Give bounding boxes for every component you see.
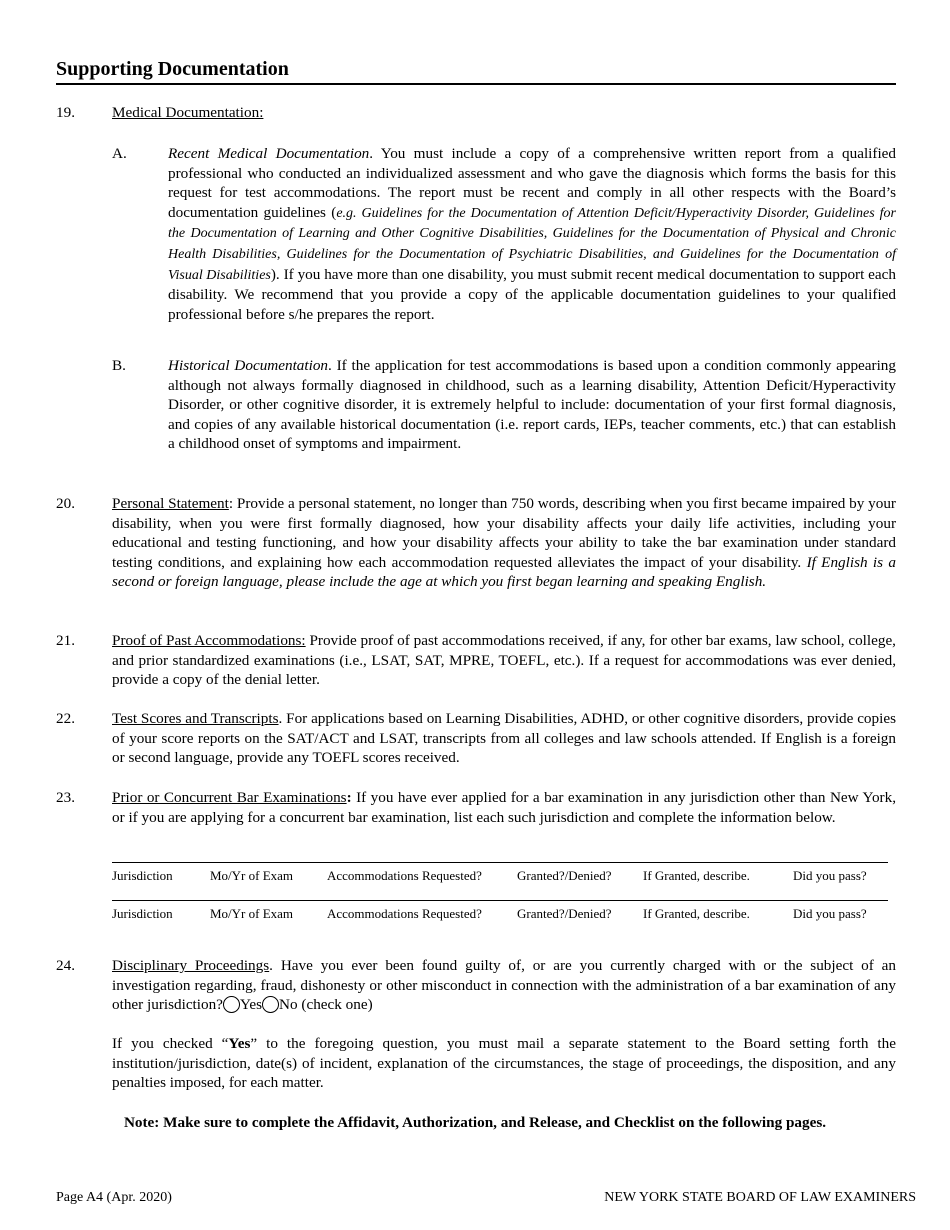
- item-21: [56, 631, 896, 690]
- item-21-text: Proof of Past Accommodations: Provide proof of past accommodations received, if any, for other bar exams, law school, college, and prior standardized examinations (i.e., LSAT, SAT, MPRE, TOEFL, etc.). If a request for accommodations was ever denied, provide a copy of the denial letter.: [112, 632, 896, 689]
- item-22-text: Test Scores and Transcripts. For applications based on Learning Disabilities, ADHD, or other cognitive disorders, provide copies of your score reports on the SAT/ACT and LSAT, transcripts from all colleges and law schools attended. If English is a foreign or second language, provide any TOEFL scores received.: [112, 710, 896, 767]
- col-accommodations-requested[interactable]: Accommodations Requested?: [327, 900, 517, 937]
- sub-letter: A.: [112, 145, 127, 162]
- col-passed[interactable]: Did you pass?: [793, 900, 888, 937]
- item-20: [56, 494, 896, 592]
- col-passed[interactable]: Did you pass?: [793, 863, 888, 901]
- col-exam-date[interactable]: Mo/Yr of Exam: [210, 863, 327, 901]
- item-24-text: Disciplinary Proceedings. Have you ever been found guilty of, or are you currently charged with or the subject of an investigation regarding, fraud, dishonesty or other misconduct in connection with the administration of a bar examination of any other jurisdiction? Yes No (check one): [112, 957, 896, 1014]
- item-20-text: Personal Statement: Provide a personal statement, no longer than 750 words, describing when you first became impaired by your disability, when you were first formally diagnosed, how your disability affects your daily life activities, including your educational and testing functioning, and how your disability affects your ability to take the bar examination under standard testing conditions, and explaining how each accommodation requested alleviates the impact of your disability. If English is a second or foreign language, please include the age at which you first began learning and speaking English.: [112, 495, 896, 591]
- page-number: Page A4 (Apr. 2020): [56, 1190, 172, 1205]
- item-19b: [112, 356, 896, 454]
- item-23-text: Prior or Concurrent Bar Examinations: If you have ever applied for a bar examination in any jurisdiction other than New York, or if you are applying for a concurrent bar examination, list each such jurisdiction and complete the information below.: [112, 789, 896, 826]
- col-granted-denied[interactable]: Granted?/Denied?: [517, 900, 643, 937]
- followup-text: If you checked “Yes” to the foregoing question, you must mail a separate statement to the Board setting forth the institution/jurisdiction, date(s) of incident, explanation of the circumstances, the stage of proceedings, the disposition, and any penalties imposed, for each matter.: [112, 1035, 896, 1092]
- yes-radio[interactable]: [223, 996, 240, 1013]
- yes-label: Yes: [239, 996, 263, 1014]
- table-row: [112, 863, 888, 901]
- no-label: No: [279, 996, 298, 1014]
- item-19a-text: Recent Medical Documentation. You must include a copy of a comprehensive written report from a qualified professional who conducted an individualized assessment and who gave the diagnosis which forms the basis for this request for test accommodations. The report must be recent and comply in all other respects with the Board’s documentation guidelines (e.g. Guidelines for the Documentation of Attention Deficit/Hyperactivity Disorder, Guidelines for the Documentation of Learning and Other Cognitive Disabilities, Guidelines for the Documentation of Physical and Chronic Health Disabilities, Guidelines for the Documentation of Psychiatric Disabilities, and Guidelines for the Documentation of Visual Disabilities). If you have more than one disability, you must submit recent medical documentation to support each disability. We recommend that you provide a copy of the applicable documentation guidelines to your qualified professional before s/he prepares the report.: [168, 145, 896, 323]
- no-radio[interactable]: [262, 996, 279, 1013]
- item-19a: [112, 144, 896, 324]
- section-heading: Supporting Documentation: [56, 56, 896, 85]
- item-22: [56, 709, 896, 768]
- item-number: 23.: [56, 789, 75, 806]
- item-24-followup: [56, 1034, 896, 1093]
- completion-note: Note: Make sure to complete the Affidavit, Authorization, and Release, and Checklist on the following pages.: [123, 1114, 827, 1131]
- table-row: [112, 900, 888, 937]
- col-granted-denied[interactable]: Granted?/Denied?: [517, 863, 643, 901]
- item-number: 21.: [56, 632, 75, 649]
- item-number: 24.: [56, 957, 75, 974]
- col-granted-describe[interactable]: If Granted, describe.: [643, 900, 793, 937]
- col-granted-describe[interactable]: If Granted, describe.: [643, 863, 793, 901]
- item-19: [56, 103, 896, 123]
- item-title: Medical Documentation:: [112, 104, 264, 121]
- col-exam-date[interactable]: Mo/Yr of Exam: [210, 900, 327, 937]
- item-19b-text: Historical Documentation. If the application for test accommodations is based upon a condition commonly appearing although not always formally diagnosed in childhood, such as a learning disability, Attention Deficit/Hyperactivity Disorder, or other cognitive disorder, it is extremely helpful to include: documentation of your first formal diagnosis, and copies of any available historical documentation (i.e. report cards, IEPs, teacher comments, etc.) that can establish a childhood onset of symptoms and impairment.: [168, 357, 896, 453]
- footer-org: NEW YORK STATE BOARD OF LAW EXAMINERS: [604, 1190, 916, 1205]
- col-jurisdiction[interactable]: Jurisdiction: [112, 863, 210, 901]
- col-jurisdiction[interactable]: Jurisdiction: [112, 900, 210, 937]
- item-number: 22.: [56, 710, 75, 727]
- prior-exams-table: [112, 862, 888, 937]
- col-accommodations-requested[interactable]: Accommodations Requested?: [327, 863, 517, 901]
- item-number: 19.: [56, 104, 75, 121]
- item-24: [56, 956, 896, 1015]
- sub-letter: B.: [112, 357, 126, 374]
- item-number: 20.: [56, 495, 75, 512]
- item-23: [56, 788, 896, 827]
